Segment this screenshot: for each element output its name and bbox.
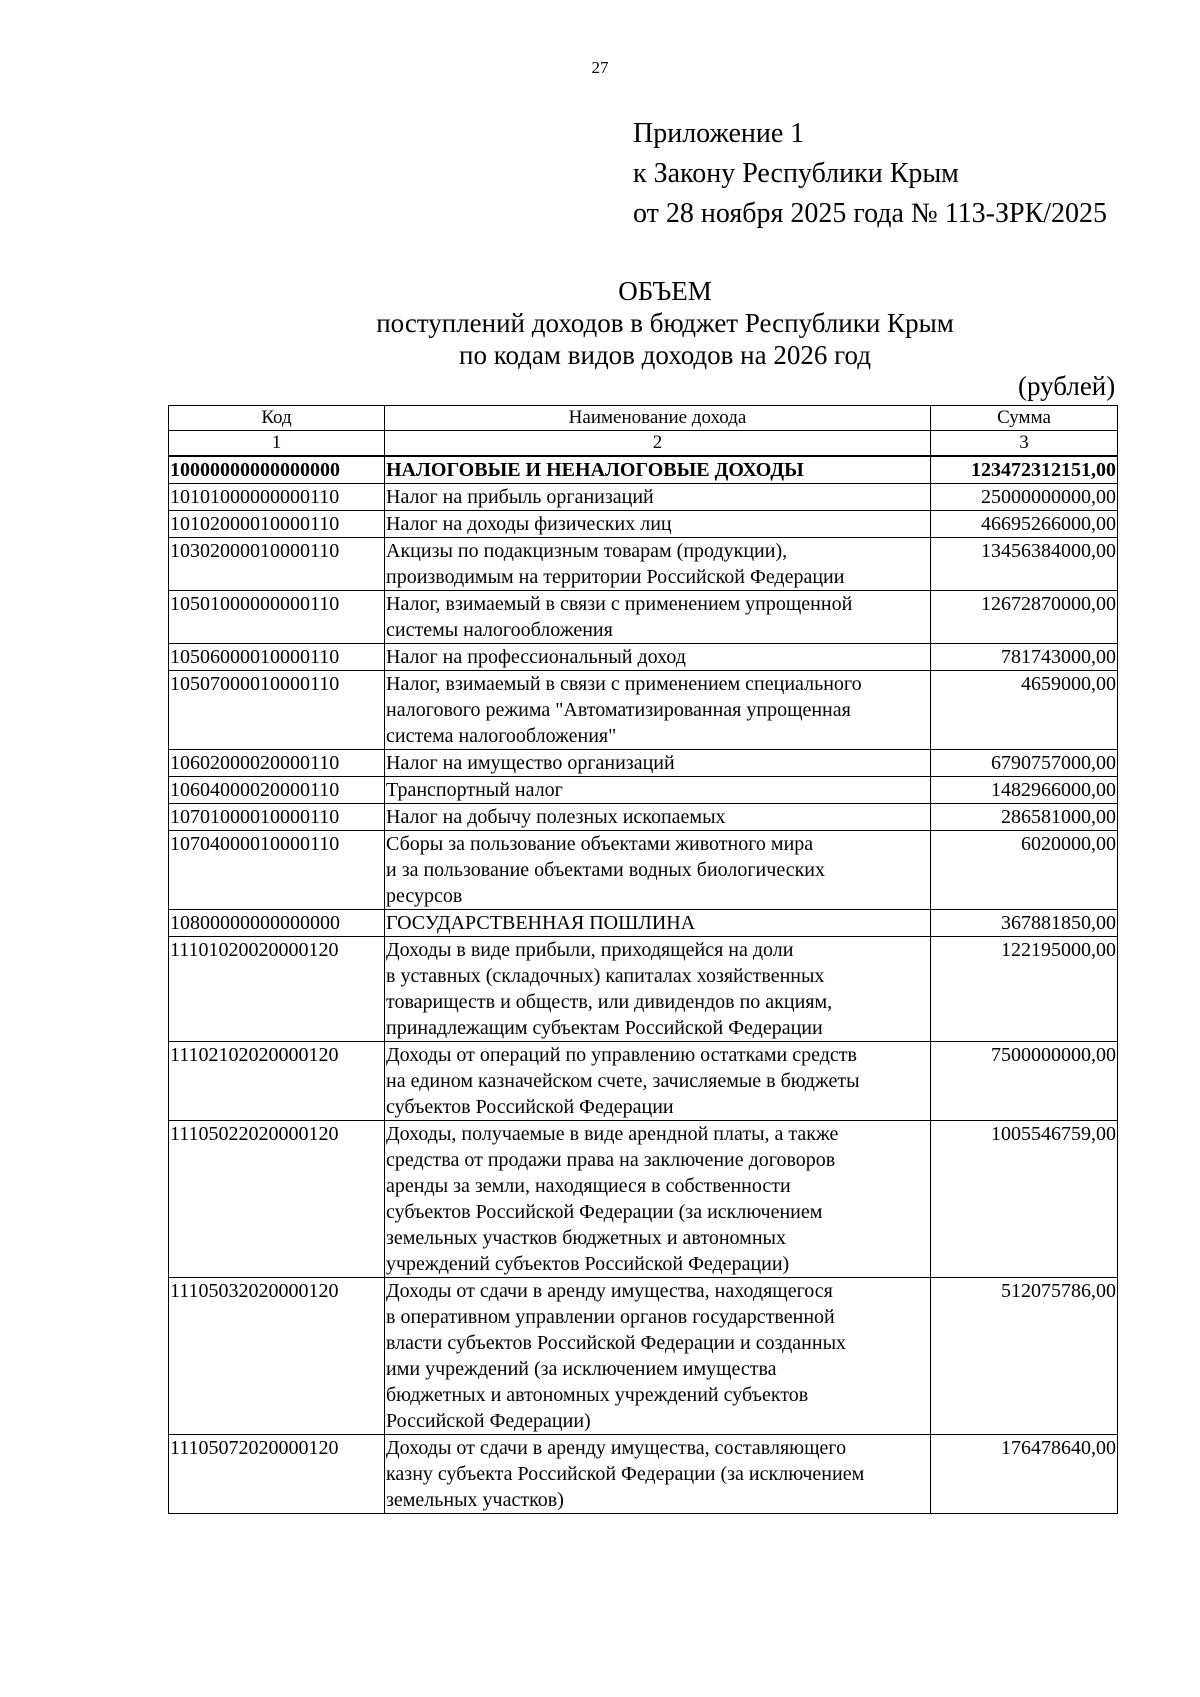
income-name-line: земельных участков бюджетных и автономных (386, 1227, 786, 1249)
income-name-line: Налог на профессиональный доход (386, 646, 686, 668)
income-code: 10501000000000110 (169, 591, 385, 644)
income-code: 10507000010000110 (169, 671, 385, 750)
income-name-line: принадлежащим субъектам Российской Федерации (386, 1017, 823, 1039)
table-row (169, 1278, 1118, 1435)
income-amount: 781743000,00 (931, 644, 1118, 671)
table-row (169, 538, 1118, 591)
income-name-line: Сборы за пользование объектами животного мира (386, 833, 814, 855)
income-name-line: учреждений субъектов Российской Федерации) (386, 1253, 790, 1275)
table-row (169, 644, 1118, 671)
income-code: 10602000020000110 (169, 750, 385, 777)
income-name (385, 1435, 931, 1514)
revenue-table (168, 405, 1118, 1514)
document-title (0, 275, 1200, 371)
income-name-line: Доходы, получаемые в виде арендной платы, а также (386, 1123, 839, 1145)
income-name-line: система налогообложения" (386, 725, 617, 747)
income-name-line: Акцизы по подакцизным товарам (продукции), (386, 540, 788, 562)
income-name (385, 456, 931, 484)
income-code: 11102102020000120 (169, 1042, 385, 1121)
income-name (385, 644, 931, 671)
header-amount: Сумма (931, 406, 1118, 431)
income-name-line: ГОСУДАРСТВЕННАЯ ПОШЛИНА (386, 912, 696, 934)
income-name-line: власти субъектов Российской Федерации и созданных (386, 1332, 847, 1354)
income-name-line: на едином казначейском счете, зачисляемые в бюджеты (386, 1070, 860, 1092)
income-name-line: средства от продажи права на заключение договоров (386, 1149, 836, 1171)
income-name (385, 831, 931, 910)
income-name-line: земельных участков) (386, 1489, 564, 1511)
income-name-line: Доходы от операций по управлению остатками средств (386, 1044, 857, 1066)
income-code: 10506000010000110 (169, 644, 385, 671)
income-amount: 176478640,00 (931, 1435, 1118, 1514)
table-row (169, 910, 1118, 937)
income-name-line: Налог на прибыль организаций (386, 486, 654, 508)
column-number-name: 2 (385, 431, 931, 457)
income-name-line: субъектов Российской Федерации (386, 1096, 674, 1118)
income-name-line: аренды за земли, находящиеся в собственности (386, 1175, 791, 1197)
income-name-line: производимым на территории Российской Федерации (386, 566, 845, 588)
income-name (385, 511, 931, 538)
table-row (169, 484, 1118, 511)
income-code: 10800000000000000 (169, 910, 385, 937)
table-row (169, 937, 1118, 1042)
income-code: 10000000000000000 (169, 456, 385, 484)
income-name-line: системы налогообложения (386, 619, 613, 641)
table-row (169, 777, 1118, 804)
title-line-3: по кодам видов доходов на 2026 год (459, 340, 871, 370)
income-name-line: Налог на добычу полезных ископаемых (386, 806, 726, 828)
income-amount: 286581000,00 (931, 804, 1118, 831)
income-name (385, 937, 931, 1042)
income-amount: 7500000000,00 (931, 1042, 1118, 1121)
income-name-line: в уставных (складочных) капиталах хозяйственных (386, 965, 825, 987)
income-name-line: Налог, взимаемый в связи с применением упрощенной (386, 593, 853, 615)
income-name (385, 750, 931, 777)
income-amount: 512075786,00 (931, 1278, 1118, 1435)
income-name-line: НАЛОГОВЫЕ И НЕНАЛОГОВЫЕ ДОХОДЫ (386, 459, 804, 481)
income-name-line: субъектов Российской Федерации (за исключением (386, 1201, 823, 1223)
income-name (385, 1042, 931, 1121)
income-code: 10704000010000110 (169, 831, 385, 910)
income-amount: 13456384000,00 (931, 538, 1118, 591)
income-amount: 367881850,00 (931, 910, 1118, 937)
income-name (385, 671, 931, 750)
income-name-line: ресурсов (386, 885, 463, 907)
income-code: 11105072020000120 (169, 1435, 385, 1514)
income-name-line: Налог на имущество организаций (386, 752, 675, 774)
income-code: 10701000010000110 (169, 804, 385, 831)
income-amount: 1005546759,00 (931, 1121, 1118, 1278)
column-number-code: 1 (169, 431, 385, 457)
title-line-1: ОБЪЕМ (618, 276, 712, 306)
income-name (385, 484, 931, 511)
income-name-line: ими учреждений (за исключением имущества (386, 1358, 777, 1380)
income-name (385, 804, 931, 831)
income-name-line: Российской Федерации) (386, 1410, 591, 1432)
table-row (169, 671, 1118, 750)
income-amount: 6020000,00 (931, 831, 1118, 910)
income-code: 11105022020000120 (169, 1121, 385, 1278)
header-code: Код (169, 406, 385, 431)
appendix-line-2: к Закону Республики Крым (633, 158, 959, 189)
table-row (169, 591, 1118, 644)
table-row (169, 1121, 1118, 1278)
income-amount: 6790757000,00 (931, 750, 1118, 777)
income-code: 10101000000000110 (169, 484, 385, 511)
income-amount: 4659000,00 (931, 671, 1118, 750)
header-name: Наименование дохода (385, 406, 931, 431)
income-name-line: бюджетных и автономных учреждений субъектов (386, 1384, 809, 1406)
income-name-line: и за пользование объектами водных биологических (386, 859, 825, 881)
income-name (385, 1121, 931, 1278)
income-name-line: налогового режима "Автоматизированная упрощенная (386, 699, 851, 721)
income-name (385, 777, 931, 804)
income-name-line: товариществ и обществ, или дивидендов по акциям, (386, 991, 833, 1013)
table-row (169, 1435, 1118, 1514)
income-name-line: Транспортный налог (386, 779, 563, 801)
income-name-line: Доходы в виде прибыли, приходящейся на доли (386, 939, 794, 961)
table-row (169, 456, 1118, 484)
income-amount: 1482966000,00 (931, 777, 1118, 804)
income-amount: 122195000,00 (931, 937, 1118, 1042)
income-amount: 123472312151,00 (931, 456, 1118, 484)
table-row (169, 831, 1118, 910)
income-amount: 46695266000,00 (931, 511, 1118, 538)
income-code: 11105032020000120 (169, 1278, 385, 1435)
appendix-line-3: от 28 ноября 2025 года № 113-ЗРК/2025 (633, 198, 1108, 229)
income-name (385, 591, 931, 644)
income-code: 10604000020000110 (169, 777, 385, 804)
income-name (385, 910, 931, 937)
income-code: 11101020020000120 (169, 937, 385, 1042)
income-amount: 25000000000,00 (931, 484, 1118, 511)
units-label: (рублей) (1018, 371, 1116, 401)
table-row (169, 1042, 1118, 1121)
table-row (169, 511, 1118, 538)
income-code: 10102000010000110 (169, 511, 385, 538)
income-code: 10302000010000110 (169, 538, 385, 591)
income-name-line: Доходы от сдачи в аренду имущества, находящегося (386, 1280, 833, 1302)
table-row (169, 750, 1118, 777)
page-number: 27 (591, 58, 609, 77)
income-name-line: Налог, взимаемый в связи с применением специального (386, 673, 862, 695)
income-amount: 12672870000,00 (931, 591, 1118, 644)
table-row (169, 804, 1118, 831)
table-header-row (169, 406, 1118, 431)
income-name-line: Доходы от сдачи в аренду имущества, составляющего (386, 1437, 847, 1459)
income-name-line: казну субъекта Российской Федерации (за исключением (386, 1463, 865, 1485)
column-number-row (169, 431, 1118, 457)
income-name-line: Налог на доходы физических лиц (386, 513, 672, 535)
title-line-2: поступлений доходов в бюджет Республики Крым (376, 308, 954, 338)
appendix-reference (633, 114, 1107, 234)
appendix-line-1: Приложение 1 (633, 118, 805, 149)
income-name (385, 1278, 931, 1435)
income-name (385, 538, 931, 591)
column-number-amount: 3 (931, 431, 1118, 457)
income-name-line: в оперативном управлении органов государственной (386, 1306, 835, 1328)
